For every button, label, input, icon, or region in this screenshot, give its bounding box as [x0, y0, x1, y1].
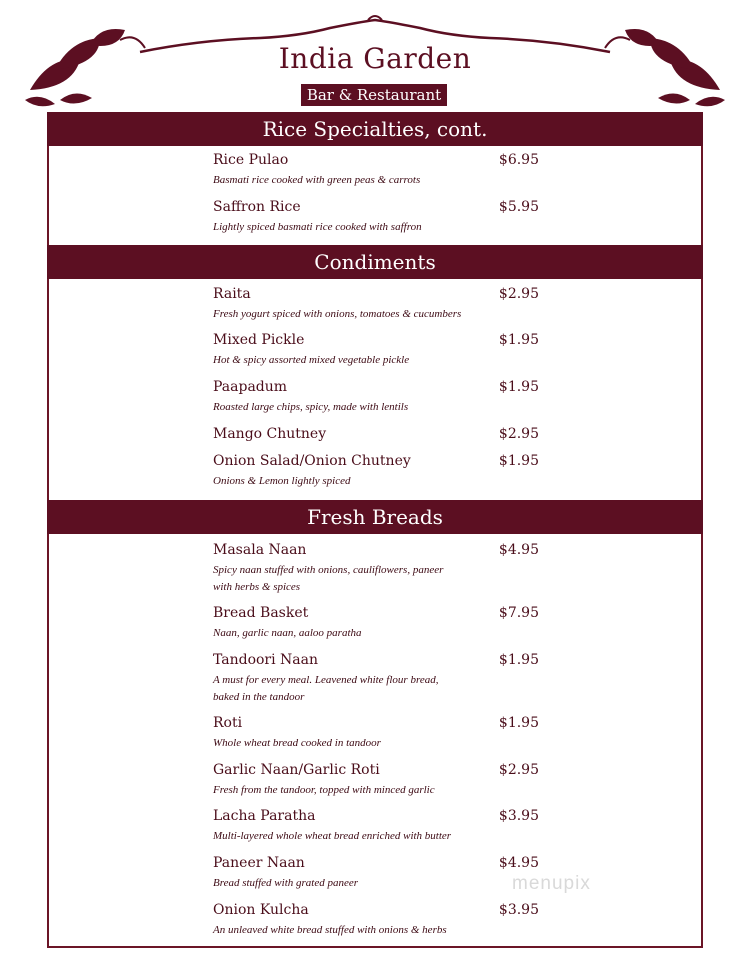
- item-desc: An unleaved white bread stuffed with onions & herbs: [213, 924, 447, 936]
- item-name: Mango Chutney: [213, 426, 327, 442]
- item-price: $1.95: [498, 652, 539, 668]
- menu-item: [213, 652, 539, 706]
- item-name: Onion Kulcha: [213, 902, 309, 918]
- item-name: Roti: [213, 715, 243, 731]
- section-heading-rice: Rice Specialties, cont.: [47, 112, 703, 146]
- item-desc: Multi-layered whole wheat bread enriched with butter: [213, 830, 452, 842]
- item-name: Lacha Paratha: [213, 808, 316, 824]
- item-price: $1.95: [498, 715, 539, 731]
- item-desc: Onions & Lemon lightly spiced: [213, 475, 351, 487]
- item-desc: Basmati rice cooked with green peas & carrots: [213, 174, 421, 186]
- item-name: Raita: [213, 286, 251, 302]
- item-price: $4.95: [498, 855, 539, 871]
- menu-item: [213, 715, 539, 752]
- item-desc: Fresh from the tandoor, topped with minced garlic: [213, 784, 435, 796]
- item-price: $1.95: [498, 332, 539, 348]
- item-name: Onion Salad/Onion Chutney: [213, 453, 411, 469]
- menu-item: [213, 902, 539, 939]
- item-price: $2.95: [498, 286, 539, 302]
- item-name: Paapadum: [213, 379, 288, 395]
- menu-item: [213, 379, 539, 416]
- item-price: $6.95: [498, 152, 539, 168]
- item-name: Rice Pulao: [213, 152, 289, 168]
- item-name: Masala Naan: [213, 542, 307, 558]
- item-price: $1.95: [498, 453, 539, 469]
- item-desc: Naan, garlic naan, aaloo paratha: [213, 627, 362, 639]
- menu-item: [213, 762, 539, 799]
- item-price: $5.95: [498, 199, 539, 215]
- item-price: $1.95: [498, 379, 539, 395]
- menu-item: [213, 542, 539, 596]
- item-desc: Spicy naan stuffed with onions, cauliflowers, paneer with herbs & spices: [213, 564, 444, 593]
- item-price: $4.95: [498, 542, 539, 558]
- menu-item: [213, 426, 539, 442]
- item-price: $2.95: [498, 426, 539, 442]
- item-name: Garlic Naan/Garlic Roti: [213, 762, 380, 778]
- item-desc: Bread stuffed with grated paneer: [213, 877, 359, 889]
- section-heading-breads: Fresh Breads: [47, 500, 703, 534]
- menu-item: [213, 605, 539, 642]
- menu-item: [213, 453, 539, 490]
- menu-item: [213, 332, 539, 369]
- item-price: $2.95: [498, 762, 539, 778]
- item-desc: Lightly spiced basmati rice cooked with saffron: [213, 221, 422, 233]
- watermark: menupix: [512, 873, 591, 894]
- section-heading-condiments: Condiments: [47, 245, 703, 279]
- item-name: Tandoori Naan: [213, 652, 319, 668]
- item-price: $3.95: [498, 902, 539, 918]
- item-price: $7.95: [498, 605, 539, 621]
- item-name: Saffron Rice: [213, 199, 301, 215]
- item-price: $3.95: [498, 808, 539, 824]
- menu-item: [213, 286, 539, 323]
- item-name: Mixed Pickle: [213, 332, 305, 348]
- menu-item: [213, 855, 539, 892]
- item-desc: Whole wheat bread cooked in tandoor: [213, 737, 381, 749]
- item-name: Bread Basket: [213, 605, 309, 621]
- menu-item: [213, 199, 539, 236]
- item-name: Paneer Naan: [213, 855, 305, 871]
- restaurant-subtitle: Bar & Restaurant: [301, 84, 447, 106]
- menu-item: [213, 808, 539, 845]
- restaurant-title: India Garden: [278, 42, 472, 75]
- item-desc: Roasted large chips, spicy, made with lentils: [213, 401, 409, 413]
- item-desc: A must for every meal. Leavened white flour bread, baked in the tandoor: [213, 674, 439, 703]
- item-desc: Hot & spicy assorted mixed vegetable pickle: [213, 354, 410, 366]
- item-desc: Fresh yogurt spiced with onions, tomatoes & cucumbers: [213, 308, 462, 320]
- menu-item: [213, 152, 539, 189]
